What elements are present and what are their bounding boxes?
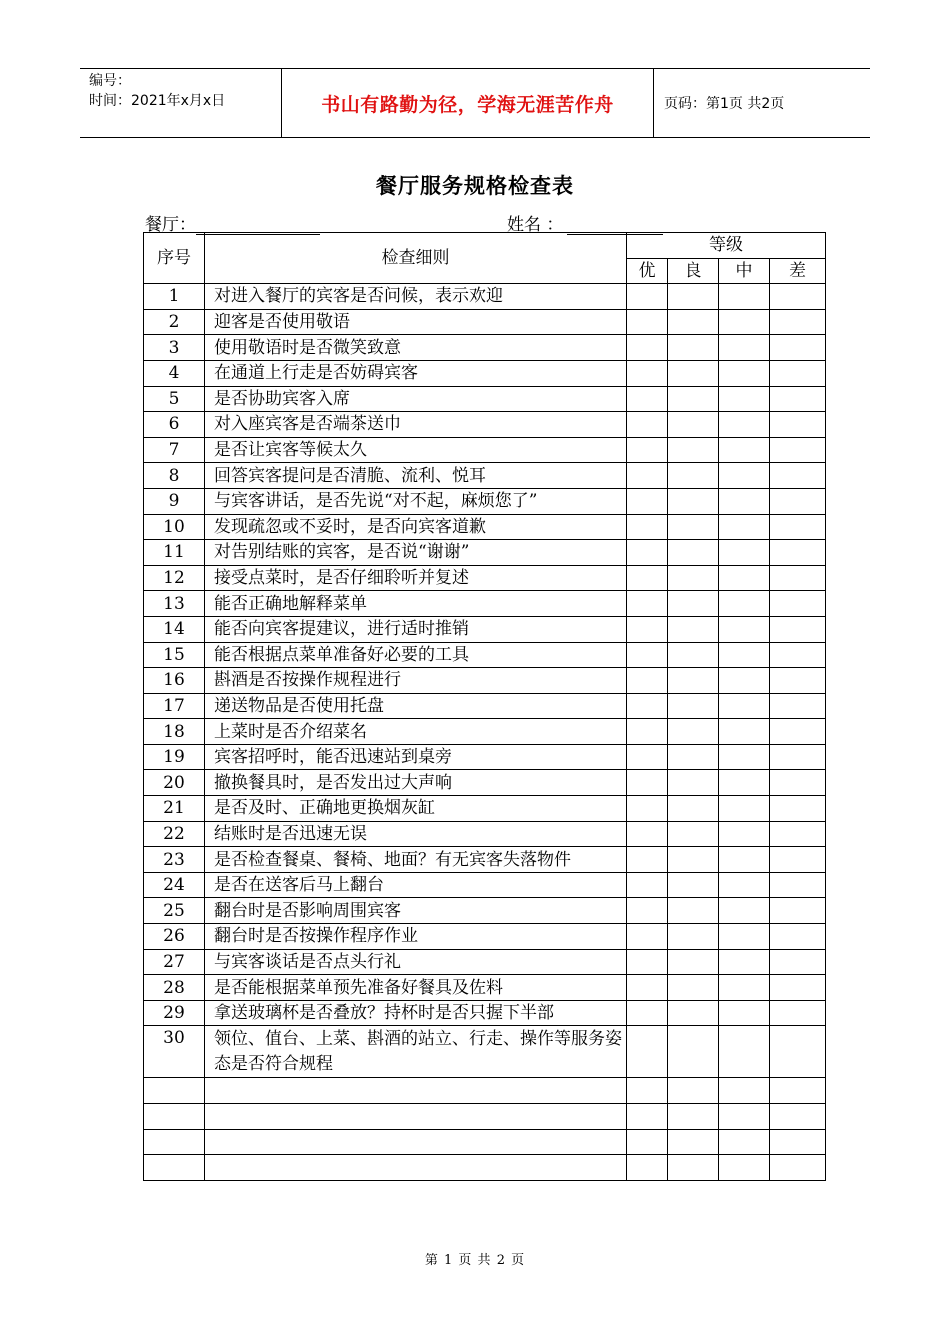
table-row [144, 360, 826, 386]
row-detail: 递送物品是否使用托盘 [205, 693, 627, 719]
grade-cell-poor[interactable] [770, 412, 826, 438]
row-detail: 在通道上行走是否妨碍宾客 [205, 360, 627, 386]
grade-cell-excellent[interactable] [627, 1026, 668, 1078]
grade-cell-average[interactable] [719, 642, 770, 668]
grade-cell-average[interactable] [719, 949, 770, 975]
grade-cell-good[interactable] [668, 872, 719, 898]
grade-cell-average[interactable] [719, 796, 770, 822]
grade-cell-poor[interactable] [770, 437, 826, 463]
grade-cell-poor[interactable] [770, 360, 826, 386]
table-row [144, 1026, 826, 1078]
row-detail: 接受点菜时，是否仔细聆听并复述 [205, 565, 627, 591]
grade-cell-poor[interactable] [770, 975, 826, 1001]
grade-cell-poor[interactable] [770, 898, 826, 924]
grade-cell-poor[interactable] [770, 514, 826, 540]
table-row [144, 284, 826, 310]
grade-excellent: 优 [627, 258, 668, 284]
grade-cell-average[interactable] [719, 1129, 770, 1155]
form-fields [145, 210, 825, 235]
table-row [144, 821, 826, 847]
table-row [144, 642, 826, 668]
grade-cell-average[interactable] [719, 616, 770, 642]
grade-cell-excellent[interactable] [627, 744, 668, 770]
grade-cell-average[interactable] [719, 540, 770, 566]
grade-cell-good[interactable] [668, 1129, 719, 1155]
row-detail: 宾客招呼时，能否迅速站到桌旁 [205, 744, 627, 770]
table-row [144, 796, 826, 822]
row-number [144, 1129, 205, 1155]
grade-cell-good[interactable] [668, 924, 719, 950]
grade-cell-excellent[interactable] [627, 514, 668, 540]
grade-cell-good[interactable] [668, 1026, 719, 1078]
row-detail: 能否正确地解释菜单 [205, 591, 627, 617]
grade-average: 中 [719, 258, 770, 284]
grade-cell-excellent[interactable] [627, 412, 668, 438]
grade-cell-excellent[interactable] [627, 386, 668, 412]
table-row [144, 591, 826, 617]
grade-cell-excellent[interactable] [627, 360, 668, 386]
grade-cell-average[interactable] [719, 591, 770, 617]
row-detail: 是否及时、正确地更换烟灰缸 [205, 796, 627, 822]
row-number: 22 [144, 821, 205, 847]
grade-cell-average[interactable] [719, 463, 770, 489]
row-number: 10 [144, 514, 205, 540]
grade-cell-excellent[interactable] [627, 821, 668, 847]
name-label: 姓名 ： [507, 215, 564, 235]
grade-cell-excellent[interactable] [627, 847, 668, 873]
row-detail: 使用敬语时是否微笑致意 [205, 335, 627, 361]
grade-cell-poor[interactable] [770, 1104, 826, 1130]
table-row [144, 898, 826, 924]
row-number [144, 1155, 205, 1181]
grade-cell-average[interactable] [719, 668, 770, 694]
table-row [144, 924, 826, 950]
grade-cell-average[interactable] [719, 898, 770, 924]
table-row [144, 309, 826, 335]
row-detail: 能否向宾客提建议，进行适时推销 [205, 616, 627, 642]
grade-cell-poor[interactable] [770, 1078, 826, 1104]
table-row [144, 1078, 826, 1104]
row-detail: 对告别结账的宾客，是否说“谢谢” [205, 540, 627, 566]
grade-cell-poor[interactable] [770, 1000, 826, 1026]
grade-cell-good[interactable] [668, 847, 719, 873]
grade-cell-good[interactable] [668, 488, 719, 514]
grade-cell-good[interactable] [668, 949, 719, 975]
grade-cell-excellent[interactable] [627, 437, 668, 463]
grade-cell-average[interactable] [719, 1104, 770, 1130]
table-row [144, 412, 826, 438]
grade-cell-average[interactable] [719, 821, 770, 847]
table-row [144, 1129, 826, 1155]
grade-cell-good[interactable] [668, 1104, 719, 1130]
grade-cell-good[interactable] [668, 309, 719, 335]
grade-cell-average[interactable] [719, 693, 770, 719]
row-number: 15 [144, 642, 205, 668]
grade-cell-average[interactable] [719, 1155, 770, 1181]
row-number: 12 [144, 565, 205, 591]
grade-cell-good[interactable] [668, 514, 719, 540]
row-number: 2 [144, 309, 205, 335]
grade-cell-excellent[interactable] [627, 540, 668, 566]
row-number: 19 [144, 744, 205, 770]
grade-cell-average[interactable] [719, 284, 770, 310]
row-detail [205, 1078, 627, 1104]
grade-cell-excellent[interactable] [627, 1104, 668, 1130]
grade-cell-good[interactable] [668, 437, 719, 463]
grade-cell-poor[interactable] [770, 488, 826, 514]
col-header-grade: 等级 [627, 233, 826, 259]
grade-cell-excellent[interactable] [627, 693, 668, 719]
row-detail: 发现疏忽或不妥时，是否向宾客道歉 [205, 514, 627, 540]
grade-cell-good[interactable] [668, 360, 719, 386]
grade-cell-good[interactable] [668, 335, 719, 361]
table-row [144, 1104, 826, 1130]
row-detail: 斟酒是否按操作规程进行 [205, 668, 627, 694]
grade-cell-average[interactable] [719, 360, 770, 386]
row-number: 16 [144, 668, 205, 694]
row-number: 6 [144, 412, 205, 438]
time-label: 时间：2021年x月x日 [89, 93, 226, 109]
grade-cell-good[interactable] [668, 412, 719, 438]
grade-cell-good[interactable] [668, 770, 719, 796]
row-detail: 是否在送客后马上翻台 [205, 872, 627, 898]
grade-cell-poor[interactable] [770, 924, 826, 950]
row-detail: 回答宾客提问是否清脆、流利、悦耳 [205, 463, 627, 489]
grade-cell-average[interactable] [719, 924, 770, 950]
table-row [144, 693, 826, 719]
grade-cell-excellent[interactable] [627, 642, 668, 668]
table-row [144, 668, 826, 694]
grade-cell-excellent[interactable] [627, 463, 668, 489]
grade-cell-excellent[interactable] [627, 796, 668, 822]
grade-cell-excellent[interactable] [627, 591, 668, 617]
table-row [144, 335, 826, 361]
col-header-no: 序号 [144, 233, 205, 284]
row-number: 13 [144, 591, 205, 617]
row-detail: 与宾客讲话，是否先说“对不起，麻烦您了” [205, 488, 627, 514]
row-detail: 是否检查餐桌、餐椅、地面？有无宾客失落物件 [205, 847, 627, 873]
grade-cell-good[interactable] [668, 616, 719, 642]
grade-cell-excellent[interactable] [627, 565, 668, 591]
grade-cell-average[interactable] [719, 1000, 770, 1026]
grade-cell-good[interactable] [668, 565, 719, 591]
row-detail: 对入座宾客是否端茶送巾 [205, 412, 627, 438]
grade-cell-poor[interactable] [770, 744, 826, 770]
grade-cell-average[interactable] [719, 386, 770, 412]
row-detail: 领位、值台、上菜、斟酒的站立、行走、操作等服务姿态是否符合规程 [205, 1026, 627, 1078]
grade-cell-poor[interactable] [770, 284, 826, 310]
grade-cell-average[interactable] [719, 488, 770, 514]
grade-cell-good[interactable] [668, 719, 719, 745]
grade-cell-poor[interactable] [770, 847, 826, 873]
grade-cell-poor[interactable] [770, 540, 826, 566]
row-detail: 上菜时是否介绍菜名 [205, 719, 627, 745]
grade-cell-poor[interactable] [770, 335, 826, 361]
grade-good: 良 [668, 258, 719, 284]
row-detail: 结账时是否迅速无误 [205, 821, 627, 847]
row-number [144, 1078, 205, 1104]
grade-cell-excellent[interactable] [627, 309, 668, 335]
grade-cell-average[interactable] [719, 437, 770, 463]
row-detail: 与宾客谈话是否点头行礼 [205, 949, 627, 975]
table-row [144, 386, 826, 412]
row-number: 18 [144, 719, 205, 745]
row-number: 23 [144, 847, 205, 873]
row-number [144, 1104, 205, 1130]
table-row [144, 565, 826, 591]
grade-cell-average[interactable] [719, 565, 770, 591]
grade-cell-poor[interactable] [770, 463, 826, 489]
grade-cell-good[interactable] [668, 1155, 719, 1181]
row-detail: 是否能根据菜单预先准备好餐具及佐料 [205, 975, 627, 1001]
grade-cell-poor[interactable] [770, 719, 826, 745]
grade-cell-excellent[interactable] [627, 924, 668, 950]
grade-cell-excellent[interactable] [627, 719, 668, 745]
grade-cell-excellent[interactable] [627, 488, 668, 514]
row-detail: 对进入餐厅的宾客是否问候，表示欢迎 [205, 284, 627, 310]
grade-cell-excellent[interactable] [627, 1078, 668, 1104]
row-number: 21 [144, 796, 205, 822]
row-detail: 是否让宾客等候太久 [205, 437, 627, 463]
grade-cell-good[interactable] [668, 693, 719, 719]
row-number: 3 [144, 335, 205, 361]
grade-poor: 差 [770, 258, 826, 284]
grade-cell-average[interactable] [719, 872, 770, 898]
grade-cell-poor[interactable] [770, 1026, 826, 1078]
table-row [144, 719, 826, 745]
col-header-detail: 检查细则 [205, 233, 627, 284]
page-footer: 第 1 页 共 2 页 [424, 1253, 526, 1268]
table-row [144, 540, 826, 566]
grade-cell-excellent[interactable] [627, 770, 668, 796]
grade-cell-excellent[interactable] [627, 949, 668, 975]
grade-cell-excellent[interactable] [627, 335, 668, 361]
row-detail [205, 1155, 627, 1181]
grade-cell-average[interactable] [719, 412, 770, 438]
grade-cell-good[interactable] [668, 898, 719, 924]
row-detail: 翻台时是否影响周围宾客 [205, 898, 627, 924]
table-row [144, 488, 826, 514]
row-number: 28 [144, 975, 205, 1001]
grade-cell-average[interactable] [719, 719, 770, 745]
grade-cell-good[interactable] [668, 668, 719, 694]
header-meta [80, 69, 282, 137]
row-number: 24 [144, 872, 205, 898]
row-detail: 拿送玻璃杯是否叠放？持杯时是否只握下半部 [205, 1000, 627, 1026]
table-row [144, 949, 826, 975]
grade-cell-poor[interactable] [770, 693, 826, 719]
row-detail: 撤换餐具时，是否发出过大声响 [205, 770, 627, 796]
grade-cell-poor[interactable] [770, 1129, 826, 1155]
row-number: 8 [144, 463, 205, 489]
row-number: 26 [144, 924, 205, 950]
table-row [144, 770, 826, 796]
grade-cell-good[interactable] [668, 744, 719, 770]
grade-cell-good[interactable] [668, 1078, 719, 1104]
grade-cell-excellent[interactable] [627, 1000, 668, 1026]
grade-cell-excellent[interactable] [627, 1155, 668, 1181]
grade-cell-poor[interactable] [770, 565, 826, 591]
grade-cell-average[interactable] [719, 744, 770, 770]
row-number: 25 [144, 898, 205, 924]
grade-cell-average[interactable] [719, 1078, 770, 1104]
grade-cell-good[interactable] [668, 386, 719, 412]
grade-cell-average[interactable] [719, 514, 770, 540]
grade-cell-excellent[interactable] [627, 898, 668, 924]
row-number: 14 [144, 616, 205, 642]
grade-cell-excellent[interactable] [627, 872, 668, 898]
page-title: 餐厅服务规格检查表 [376, 173, 574, 198]
row-detail: 迎客是否使用敬语 [205, 309, 627, 335]
grade-cell-good[interactable] [668, 591, 719, 617]
row-number: 9 [144, 488, 205, 514]
table-row [144, 514, 826, 540]
row-detail: 翻台时是否按操作程序作业 [205, 924, 627, 950]
grade-cell-average[interactable] [719, 1026, 770, 1078]
table-row [144, 1000, 826, 1026]
grade-cell-poor[interactable] [770, 821, 826, 847]
row-number: 4 [144, 360, 205, 386]
table-row [144, 616, 826, 642]
row-number: 30 [144, 1026, 205, 1078]
inspection-table [143, 232, 826, 1181]
grade-cell-excellent[interactable] [627, 668, 668, 694]
grade-cell-poor[interactable] [770, 616, 826, 642]
row-number: 11 [144, 540, 205, 566]
grade-cell-average[interactable] [719, 309, 770, 335]
row-number: 5 [144, 386, 205, 412]
header-page-info: 页码：第1页 共2页 [664, 96, 785, 112]
restaurant-label: 餐厅： [145, 215, 196, 235]
row-detail [205, 1129, 627, 1155]
table-row [144, 847, 826, 873]
grade-cell-excellent[interactable] [627, 975, 668, 1001]
row-number: 7 [144, 437, 205, 463]
grade-cell-poor[interactable] [770, 591, 826, 617]
grade-cell-poor[interactable] [770, 642, 826, 668]
grade-cell-average[interactable] [719, 335, 770, 361]
grade-cell-good[interactable] [668, 540, 719, 566]
grade-cell-poor[interactable] [770, 949, 826, 975]
grade-cell-good[interactable] [668, 821, 719, 847]
table-row [144, 1155, 826, 1181]
table-row [144, 463, 826, 489]
grade-cell-average[interactable] [719, 770, 770, 796]
header-motto: 书山有路勤为径，学海无涯苦作舟 [282, 69, 654, 137]
grade-cell-excellent[interactable] [627, 284, 668, 310]
grade-cell-excellent[interactable] [627, 616, 668, 642]
grade-cell-average[interactable] [719, 975, 770, 1001]
grade-cell-good[interactable] [668, 284, 719, 310]
grade-cell-poor[interactable] [770, 668, 826, 694]
grade-cell-good[interactable] [668, 642, 719, 668]
row-detail: 能否根据点菜单准备好必要的工具 [205, 642, 627, 668]
document-header [80, 68, 870, 138]
grade-cell-average[interactable] [719, 847, 770, 873]
row-number: 27 [144, 949, 205, 975]
row-detail: 是否协助宾客入席 [205, 386, 627, 412]
row-number: 29 [144, 1000, 205, 1026]
grade-cell-good[interactable] [668, 1000, 719, 1026]
grade-cell-good[interactable] [668, 975, 719, 1001]
table-row [144, 872, 826, 898]
grade-cell-good[interactable] [668, 463, 719, 489]
grade-cell-good[interactable] [668, 796, 719, 822]
grade-cell-poor[interactable] [770, 872, 826, 898]
grade-cell-poor[interactable] [770, 1155, 826, 1181]
grade-cell-excellent[interactable] [627, 1129, 668, 1155]
table-row [144, 437, 826, 463]
grade-cell-poor[interactable] [770, 309, 826, 335]
row-number: 17 [144, 693, 205, 719]
grade-cell-poor[interactable] [770, 770, 826, 796]
row-number: 1 [144, 284, 205, 310]
grade-cell-poor[interactable] [770, 796, 826, 822]
row-number: 20 [144, 770, 205, 796]
number-label: 编号： [89, 73, 131, 89]
row-detail [205, 1104, 627, 1130]
table-row [144, 975, 826, 1001]
table-row [144, 744, 826, 770]
grade-cell-poor[interactable] [770, 386, 826, 412]
